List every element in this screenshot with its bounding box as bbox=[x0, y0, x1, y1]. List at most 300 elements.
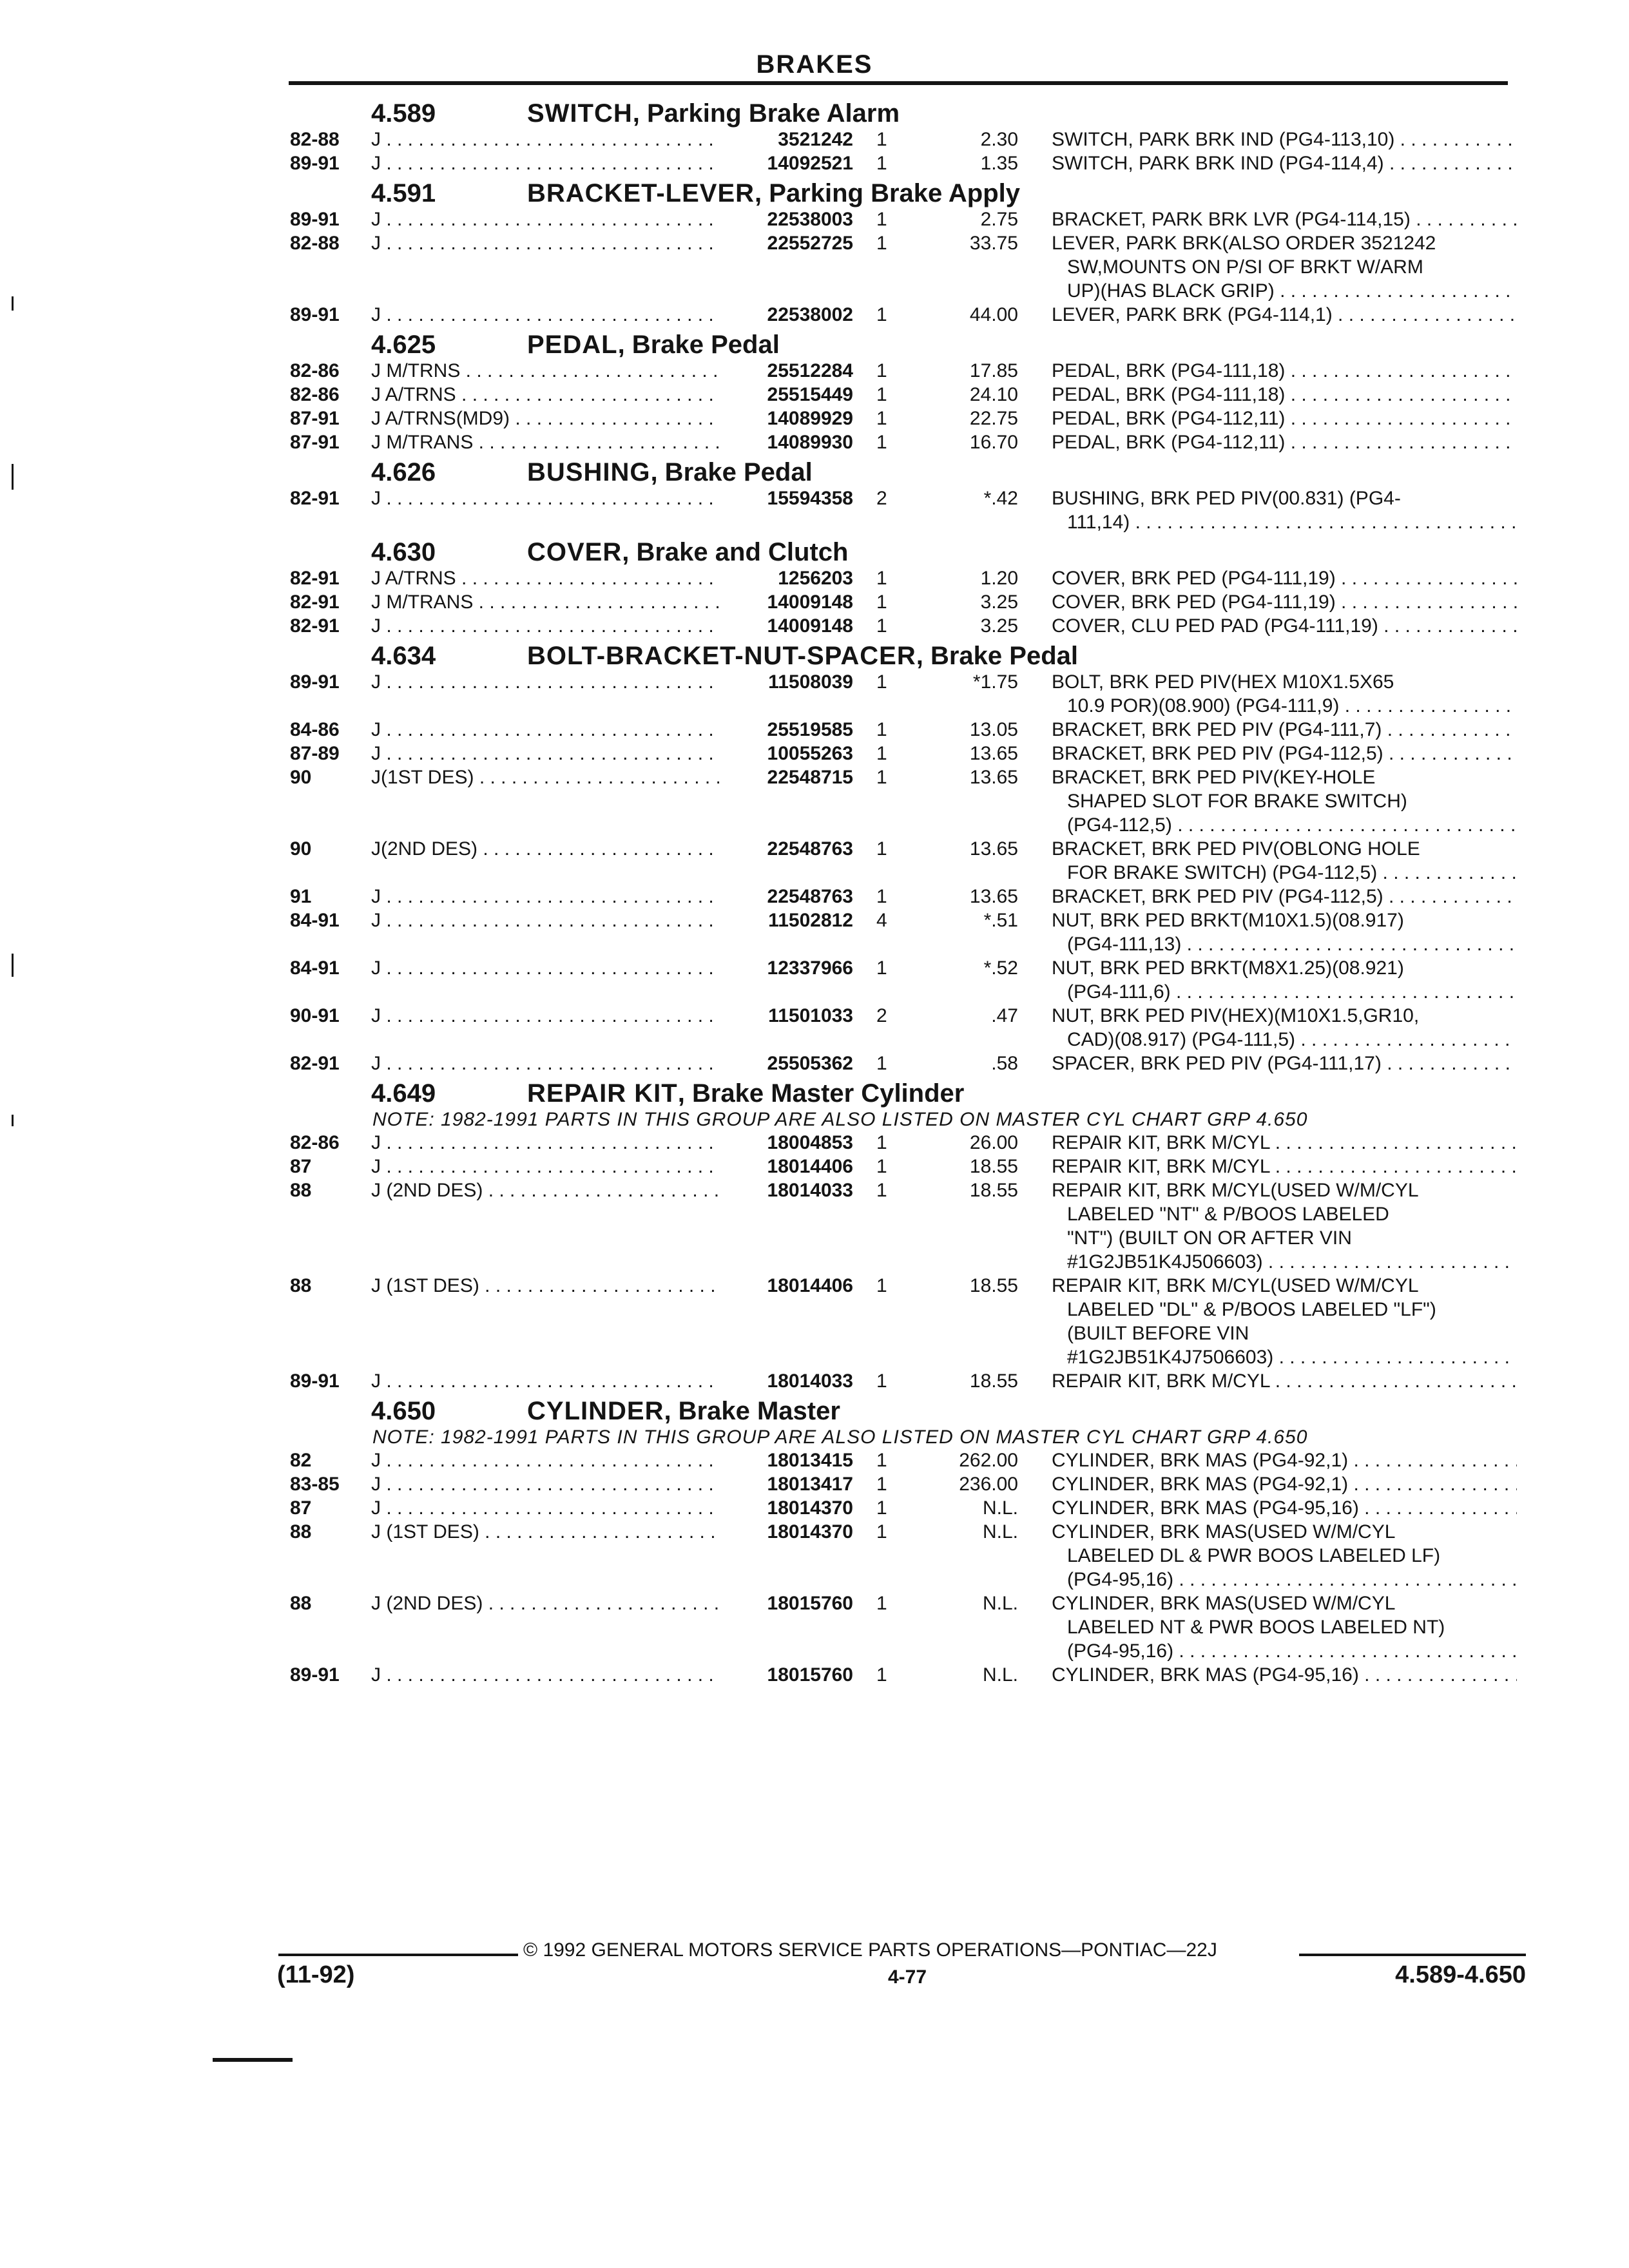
model-years: 82-91 bbox=[290, 568, 340, 589]
application: J M/TRANS . . . bbox=[371, 591, 719, 613]
part-row bbox=[0, 742, 1629, 765]
part-row bbox=[0, 1448, 1629, 1472]
model-years: 88 bbox=[290, 1593, 312, 1614]
footer-rule-right bbox=[1299, 1954, 1526, 1956]
group-keyword: PEDAL bbox=[527, 331, 618, 359]
part-description: #1G2JB51K4J7506603) . . . bbox=[1067, 1347, 1517, 1369]
part-description: NUT, BRK PED PIV(HEX)(M10X1.5,GR10, bbox=[1052, 1005, 1420, 1026]
application: J . . . bbox=[371, 1497, 719, 1519]
part-row-continuation bbox=[0, 279, 1629, 303]
quantity: 1 bbox=[876, 1593, 887, 1614]
price: 22.75 bbox=[969, 408, 1018, 429]
scan-mark bbox=[12, 1115, 14, 1126]
group-title bbox=[527, 1079, 964, 1108]
quantity: 1 bbox=[876, 591, 887, 613]
application: J . . . bbox=[371, 910, 719, 932]
part-row bbox=[0, 383, 1629, 407]
part-row-main bbox=[0, 742, 1629, 765]
price: 24.10 bbox=[969, 384, 1018, 405]
part-row bbox=[0, 207, 1629, 231]
part-description: BOLT, BRK PED PIV(HEX M10X1.5X65 bbox=[1052, 671, 1394, 693]
part-description: CYLINDER, BRK MAS(USED W/M/CYL bbox=[1052, 1593, 1396, 1614]
quantity: 1 bbox=[876, 304, 887, 325]
group-heading bbox=[0, 1393, 1629, 1425]
part-row-main bbox=[0, 765, 1629, 789]
part-description: PEDAL, BRK (PG4-112,11) . . . bbox=[1052, 408, 1517, 430]
model-years: 83-85 bbox=[290, 1474, 340, 1495]
part-row-main bbox=[0, 1155, 1629, 1178]
part-row-continuation bbox=[0, 1615, 1629, 1639]
model-years: 82-91 bbox=[290, 591, 340, 613]
price: *.42 bbox=[983, 488, 1018, 509]
quantity: 1 bbox=[876, 615, 887, 637]
part-description: LEVER, PARK BRK (PG4-114,1) . . . bbox=[1052, 304, 1517, 326]
part-number: 11502812 bbox=[719, 910, 853, 932]
part-row-continuation bbox=[0, 789, 1629, 813]
application: J(2ND DES) . . . bbox=[371, 838, 719, 860]
part-row bbox=[0, 231, 1629, 303]
part-number: 25512284 bbox=[719, 360, 853, 382]
model-years: 82-86 bbox=[290, 360, 340, 381]
part-description: SPACER, BRK PED PIV (PG4-111,17) . . . bbox=[1052, 1053, 1517, 1075]
part-description: BRACKET, BRK PED PIV(KEY-HOLE bbox=[1052, 767, 1376, 788]
part-number: 22538003 bbox=[719, 209, 853, 231]
quantity: 1 bbox=[876, 360, 887, 381]
part-description: BRACKET, PARK BRK LVR (PG4-114,15) . . . bbox=[1052, 209, 1517, 231]
quantity: 1 bbox=[876, 767, 887, 788]
part-row bbox=[0, 1369, 1629, 1393]
quantity: 4 bbox=[876, 910, 887, 931]
model-years: 82-91 bbox=[290, 488, 340, 509]
part-row-main bbox=[0, 383, 1629, 407]
model-years: 82-88 bbox=[290, 129, 340, 150]
group-heading bbox=[0, 1075, 1629, 1108]
part-row bbox=[0, 908, 1629, 956]
part-description: CYLINDER, BRK MAS (PG4-92,1) . . . bbox=[1052, 1474, 1517, 1495]
part-row-main bbox=[0, 1472, 1629, 1496]
part-number: 22552725 bbox=[719, 233, 853, 255]
part-description: BUSHING, BRK PED PIV(00.831) (PG4- bbox=[1052, 488, 1401, 509]
part-row-main bbox=[0, 486, 1629, 510]
part-row-main bbox=[0, 1052, 1629, 1075]
group-title bbox=[527, 331, 780, 360]
part-row bbox=[0, 1496, 1629, 1520]
part-number: 14092521 bbox=[719, 153, 853, 175]
scan-mark bbox=[12, 954, 14, 977]
part-row bbox=[0, 303, 1629, 327]
group-heading bbox=[0, 175, 1629, 207]
application: J . . . bbox=[371, 233, 719, 255]
application: J . . . bbox=[371, 671, 719, 693]
part-row-main bbox=[0, 1274, 1629, 1298]
footer-date: (11-92) bbox=[277, 1961, 355, 1988]
price: 13.65 bbox=[969, 767, 1018, 788]
quantity: 1 bbox=[876, 129, 887, 150]
part-number: 14009148 bbox=[719, 591, 853, 613]
part-number: 18014406 bbox=[719, 1156, 853, 1178]
part-row-main bbox=[0, 1591, 1629, 1615]
group-note bbox=[0, 1425, 1629, 1448]
quantity: 1 bbox=[876, 1521, 887, 1542]
model-years: 90 bbox=[290, 767, 312, 788]
group-number: 4.634 bbox=[371, 642, 436, 670]
part-row bbox=[0, 486, 1629, 534]
application: J . . . bbox=[371, 1005, 719, 1027]
part-row-main bbox=[0, 590, 1629, 614]
part-description: CYLINDER, BRK MAS(USED W/M/CYL bbox=[1052, 1521, 1396, 1542]
part-description: "NT") (BUILT ON OR AFTER VIN bbox=[1067, 1227, 1352, 1249]
part-row-continuation bbox=[0, 980, 1629, 1004]
price: *.51 bbox=[983, 910, 1018, 931]
application: J A/TRNS . . . bbox=[371, 568, 719, 590]
application: J . . . bbox=[371, 129, 719, 151]
model-years: 88 bbox=[290, 1275, 312, 1296]
part-description: COVER, BRK PED (PG4-111,19) . . . bbox=[1052, 568, 1517, 590]
group-number: 4.649 bbox=[371, 1079, 436, 1108]
group-title bbox=[527, 458, 813, 487]
quantity: 1 bbox=[876, 743, 887, 764]
group-keyword: SWITCH bbox=[527, 99, 633, 128]
part-row-main bbox=[0, 1496, 1629, 1520]
application: J (2ND DES) . . . bbox=[371, 1593, 719, 1615]
part-row-continuation bbox=[0, 932, 1629, 956]
quantity: 1 bbox=[876, 1370, 887, 1392]
part-description: CAD)(08.917) (PG4-111,5) . . . bbox=[1067, 1029, 1517, 1051]
group-description: , Brake Master Cylinder bbox=[677, 1079, 965, 1108]
part-description: PEDAL, BRK (PG4-111,18) . . . bbox=[1052, 360, 1517, 382]
part-description: (PG4-95,16) . . . bbox=[1067, 1569, 1517, 1591]
application: J . . . bbox=[371, 957, 719, 979]
part-row bbox=[0, 1520, 1629, 1591]
part-row bbox=[0, 359, 1629, 383]
scan-mark bbox=[213, 2058, 293, 2062]
part-row-continuation bbox=[0, 1250, 1629, 1274]
part-row bbox=[0, 1131, 1629, 1155]
part-description: BRACKET, BRK PED PIV (PG4-112,5) . . . bbox=[1052, 886, 1517, 908]
price: *1.75 bbox=[972, 671, 1018, 693]
quantity: 1 bbox=[876, 719, 887, 740]
quantity: 1 bbox=[876, 1474, 887, 1495]
quantity: 1 bbox=[876, 233, 887, 254]
group-description: , Brake and Clutch bbox=[622, 538, 849, 566]
quantity: 1 bbox=[876, 1664, 887, 1686]
quantity: 1 bbox=[876, 886, 887, 907]
quantity: 1 bbox=[876, 1132, 887, 1153]
price: 1.20 bbox=[980, 568, 1018, 589]
price: 13.65 bbox=[969, 886, 1018, 907]
price: 13.65 bbox=[969, 743, 1018, 764]
group-title bbox=[527, 179, 1020, 208]
part-row-continuation bbox=[0, 861, 1629, 885]
part-row-main bbox=[0, 908, 1629, 932]
part-row bbox=[0, 670, 1629, 718]
price: N.L. bbox=[982, 1521, 1018, 1542]
part-number: 22538002 bbox=[719, 304, 853, 326]
part-row-main bbox=[0, 1448, 1629, 1472]
group-description: , Parking Brake Alarm bbox=[632, 99, 900, 128]
part-number: 22548763 bbox=[719, 838, 853, 860]
model-years: 82-86 bbox=[290, 384, 340, 405]
part-row bbox=[0, 956, 1629, 1004]
application: J A/TRNS . . . bbox=[371, 384, 719, 406]
model-years: 82-91 bbox=[290, 615, 340, 637]
part-row-continuation bbox=[0, 1639, 1629, 1663]
group-heading bbox=[0, 327, 1629, 359]
part-row bbox=[0, 1052, 1629, 1075]
quantity: 1 bbox=[876, 408, 887, 429]
model-years: 88 bbox=[290, 1180, 312, 1201]
price: 18.55 bbox=[969, 1156, 1018, 1177]
application: J . . . bbox=[371, 615, 719, 637]
group-title bbox=[527, 99, 900, 128]
part-description: FOR BRAKE SWITCH) (PG4-112,5) . . . bbox=[1067, 862, 1517, 884]
part-row-main bbox=[0, 231, 1629, 255]
model-years: 82-91 bbox=[290, 1053, 340, 1074]
part-number: 18013415 bbox=[719, 1450, 853, 1472]
part-row-main bbox=[0, 407, 1629, 430]
part-number: 14089930 bbox=[719, 432, 853, 454]
part-row-continuation bbox=[0, 1544, 1629, 1568]
part-row-continuation bbox=[0, 1298, 1629, 1321]
quantity: 1 bbox=[876, 957, 887, 979]
quantity: 1 bbox=[876, 568, 887, 589]
part-row bbox=[0, 566, 1629, 590]
part-row-main bbox=[0, 1004, 1629, 1028]
group-note bbox=[0, 1108, 1629, 1131]
part-number: 10055263 bbox=[719, 743, 853, 765]
part-row-main bbox=[0, 1178, 1629, 1202]
group-description: , Brake Master bbox=[664, 1397, 840, 1425]
part-number: 18014033 bbox=[719, 1180, 853, 1202]
group-keyword: BOLT-BRACKET-NUT-SPACER bbox=[527, 642, 916, 670]
part-row bbox=[0, 151, 1629, 175]
group-heading bbox=[0, 454, 1629, 486]
model-years: 87-91 bbox=[290, 408, 340, 429]
part-description: LABELED "DL" & P/BOOS LABELED "LF") bbox=[1067, 1299, 1436, 1320]
part-description: SW,MOUNTS ON P/SI OF BRKT W/ARM bbox=[1067, 256, 1423, 278]
price: 17.85 bbox=[969, 360, 1018, 381]
part-row-main bbox=[0, 359, 1629, 383]
application: J . . . bbox=[371, 1664, 719, 1686]
price: 236.00 bbox=[959, 1474, 1018, 1495]
price: 33.75 bbox=[969, 233, 1018, 254]
quantity: 2 bbox=[876, 1005, 887, 1026]
part-description: SHAPED SLOT FOR BRAKE SWITCH) bbox=[1067, 791, 1407, 812]
model-years: 82 bbox=[290, 1450, 312, 1471]
model-years: 82-88 bbox=[290, 233, 340, 254]
part-description: BRACKET, BRK PED PIV (PG4-112,5) . . . bbox=[1052, 743, 1517, 765]
part-description: (PG4-111,13) . . . bbox=[1067, 934, 1517, 956]
part-description: (PG4-112,5) . . . bbox=[1067, 814, 1517, 836]
part-row bbox=[0, 407, 1629, 430]
part-description: #1G2JB51K4J506603) . . . bbox=[1067, 1251, 1517, 1273]
part-description: REPAIR KIT, BRK M/CYL(USED W/M/CYL bbox=[1052, 1275, 1419, 1296]
part-description: (PG4-111,6) . . . bbox=[1067, 981, 1517, 1003]
part-row bbox=[0, 765, 1629, 837]
price: 3.25 bbox=[980, 615, 1018, 637]
part-row bbox=[0, 128, 1629, 151]
part-number: 25519585 bbox=[719, 719, 853, 741]
part-number: 18013417 bbox=[719, 1474, 853, 1495]
quantity: 1 bbox=[876, 209, 887, 230]
part-number: 1256203 bbox=[719, 568, 853, 590]
model-years: 84-91 bbox=[290, 957, 340, 979]
part-description: REPAIR KIT, BRK M/CYL . . . bbox=[1052, 1370, 1517, 1392]
part-description: LABELED "NT" & P/BOOS LABELED bbox=[1067, 1204, 1389, 1225]
model-years: 87-91 bbox=[290, 432, 340, 453]
price: 13.65 bbox=[969, 838, 1018, 860]
application: J . . . bbox=[371, 209, 719, 231]
group-keyword: CYLINDER bbox=[527, 1397, 664, 1425]
group-number: 4.630 bbox=[371, 538, 436, 566]
model-years: 89-91 bbox=[290, 1370, 340, 1392]
part-row-main bbox=[0, 566, 1629, 590]
part-row bbox=[0, 837, 1629, 885]
price: 18.55 bbox=[969, 1370, 1018, 1392]
model-years: 89-91 bbox=[290, 153, 340, 174]
application: J (1ST DES) . . . bbox=[371, 1275, 719, 1297]
part-row bbox=[0, 885, 1629, 908]
part-description: (PG4-95,16) . . . bbox=[1067, 1640, 1517, 1662]
application: J . . . bbox=[371, 153, 719, 175]
footer-copyright: © 1992 GENERAL MOTORS SERVICE PARTS OPERATIONS—PONTIAC—22J bbox=[523, 1939, 1217, 1961]
part-number: 14009148 bbox=[719, 615, 853, 637]
group-description: , Brake Pedal bbox=[617, 331, 780, 359]
group-heading bbox=[0, 95, 1629, 128]
application: J . . . bbox=[371, 304, 719, 326]
part-description: SWITCH, PARK BRK IND (PG4-114,4) . . . bbox=[1052, 153, 1517, 175]
part-description: CYLINDER, BRK MAS (PG4-95,16) . . . bbox=[1052, 1497, 1517, 1519]
part-description: 111,14) . . . bbox=[1067, 512, 1517, 533]
application: J . . . bbox=[371, 1156, 719, 1178]
group-number: 4.589 bbox=[371, 99, 436, 128]
part-description: LABELED DL & PWR BOOS LABELED LF) bbox=[1067, 1545, 1441, 1566]
part-row-main bbox=[0, 885, 1629, 908]
part-description: PEDAL, BRK (PG4-112,11) . . . bbox=[1052, 432, 1517, 454]
group-keyword: COVER bbox=[527, 538, 622, 566]
part-row-main bbox=[0, 670, 1629, 694]
model-years: 84-86 bbox=[290, 719, 340, 740]
quantity: 1 bbox=[876, 432, 887, 453]
group-number: 4.625 bbox=[371, 331, 436, 359]
application: J (1ST DES) . . . bbox=[371, 1521, 719, 1543]
part-row-main bbox=[0, 303, 1629, 327]
group-title bbox=[527, 538, 848, 567]
part-row bbox=[0, 1591, 1629, 1663]
model-years: 89-91 bbox=[290, 209, 340, 230]
group-description: , Parking Brake Apply bbox=[755, 179, 1021, 207]
price: *.52 bbox=[983, 957, 1018, 979]
model-years: 90-91 bbox=[290, 1005, 340, 1026]
model-years: 87 bbox=[290, 1497, 312, 1519]
part-number: 18015760 bbox=[719, 1664, 853, 1686]
part-row-main bbox=[0, 128, 1629, 151]
price: .47 bbox=[991, 1005, 1018, 1026]
part-number: 3521242 bbox=[719, 129, 853, 151]
price: N.L. bbox=[982, 1664, 1018, 1686]
quantity: 1 bbox=[876, 384, 887, 405]
quantity: 1 bbox=[876, 1275, 887, 1296]
footer-group-range: 4.589-4.650 bbox=[1395, 1961, 1526, 1988]
part-row bbox=[0, 1155, 1629, 1178]
group-number: 4.591 bbox=[371, 179, 436, 207]
application: J . . . bbox=[371, 1450, 719, 1472]
group-heading bbox=[0, 534, 1629, 566]
price: N.L. bbox=[982, 1593, 1018, 1614]
part-number: 12337966 bbox=[719, 957, 853, 979]
part-number: 25505362 bbox=[719, 1053, 853, 1075]
application: J (2ND DES) . . . bbox=[371, 1180, 719, 1202]
part-row-continuation bbox=[0, 1226, 1629, 1250]
parts-catalog-listing bbox=[0, 95, 1629, 1687]
part-row-main bbox=[0, 207, 1629, 231]
part-description: BRACKET, BRK PED PIV(OBLONG HOLE bbox=[1052, 838, 1420, 860]
part-description: LEVER, PARK BRK(ALSO ORDER 3521242 bbox=[1052, 233, 1436, 254]
application: J . . . bbox=[371, 488, 719, 510]
part-description: BRACKET, BRK PED PIV (PG4-111,7) . . . bbox=[1052, 719, 1517, 741]
part-description: COVER, BRK PED (PG4-111,19) . . . bbox=[1052, 591, 1517, 613]
group-title bbox=[527, 1397, 840, 1426]
group-number: 4.626 bbox=[371, 458, 436, 486]
group-note-text: NOTE: 1982-1991 PARTS IN THIS GROUP ARE ALSO LISTED ON MASTER CYL CHART GRP 4.650 bbox=[372, 1427, 1308, 1448]
quantity: 1 bbox=[876, 1450, 887, 1471]
part-row-continuation bbox=[0, 1028, 1629, 1052]
part-row-main bbox=[0, 430, 1629, 454]
footer-page-number: 4-77 bbox=[888, 1966, 927, 1988]
price: N.L. bbox=[982, 1497, 1018, 1519]
quantity: 2 bbox=[876, 488, 887, 509]
model-years: 84-91 bbox=[290, 910, 340, 931]
part-number: 18014370 bbox=[719, 1521, 853, 1543]
part-number: 11501033 bbox=[719, 1005, 853, 1027]
application: J M/TRNS . . . bbox=[371, 360, 719, 382]
part-row-main bbox=[0, 151, 1629, 175]
price: 13.05 bbox=[969, 719, 1018, 740]
quantity: 1 bbox=[876, 1497, 887, 1519]
part-description: NUT, BRK PED BRKT(M10X1.5)(08.917) bbox=[1052, 910, 1404, 931]
part-row bbox=[0, 1178, 1629, 1274]
price: 2.75 bbox=[980, 209, 1018, 230]
application: J . . . bbox=[371, 1132, 719, 1154]
footer-rule-left bbox=[278, 1954, 518, 1956]
group-heading bbox=[0, 638, 1629, 670]
part-number: 22548715 bbox=[719, 767, 853, 789]
part-number: 25515449 bbox=[719, 384, 853, 406]
part-number: 18004853 bbox=[719, 1132, 853, 1154]
quantity: 1 bbox=[876, 153, 887, 174]
part-row-continuation bbox=[0, 510, 1629, 534]
part-description: LABELED NT & PWR BOOS LABELED NT) bbox=[1067, 1617, 1445, 1638]
model-years: 89-91 bbox=[290, 304, 340, 325]
part-number: 18015760 bbox=[719, 1593, 853, 1615]
application: J(1ST DES) . . . bbox=[371, 767, 719, 789]
part-row bbox=[0, 1472, 1629, 1496]
model-years: 89-91 bbox=[290, 1664, 340, 1686]
page-title: BRAKES bbox=[756, 50, 873, 79]
application: J . . . bbox=[371, 886, 719, 908]
quantity: 1 bbox=[876, 1053, 887, 1074]
price: 262.00 bbox=[959, 1450, 1018, 1471]
application: J . . . bbox=[371, 743, 719, 765]
application: J . . . bbox=[371, 1474, 719, 1495]
part-row-continuation bbox=[0, 255, 1629, 279]
quantity: 1 bbox=[876, 671, 887, 693]
price: 18.55 bbox=[969, 1275, 1018, 1296]
scan-mark bbox=[12, 464, 14, 490]
application: J . . . bbox=[371, 1370, 719, 1392]
part-description: CYLINDER, BRK MAS (PG4-95,16) . . . bbox=[1052, 1664, 1517, 1686]
part-number: 22548763 bbox=[719, 886, 853, 908]
